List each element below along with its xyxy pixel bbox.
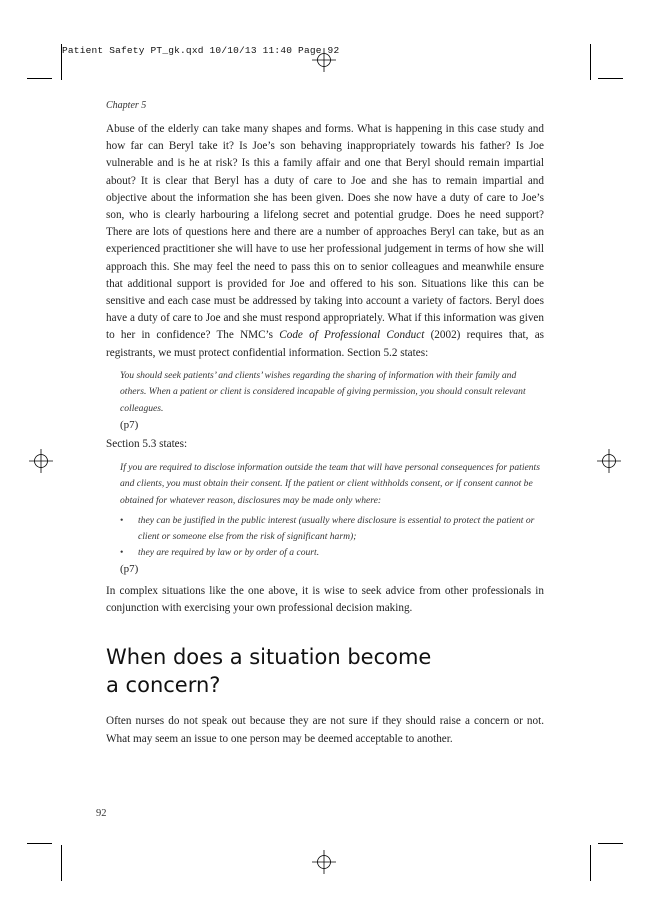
bullet-glyph: •	[120, 547, 124, 559]
paragraph-text: Abuse of the elderly can take many shapes and forms. What is happening in this case study and how far can Beryl take it? Is Joe’s son behaving inappropriately towards his father? Is Joe vulnerable and is he at risk? Is this a family affair and one that Beryl should remain impartial about? It is clear that Beryl has a duty of care to Joe and she has to remain impartial and objective about the information she has been given. Does she now have a duty of care to Joe’s son, who is clearly harbouring a lifelong secret and potential grudge. Does he need support? There are lots of questions here and there are a number of approaches Beryl can take, but as an experienced practitioner she will have to use her professional judgement in terms of how she will approach this. She may feel the need to pass this on to senior colleagues and meanwhile ensure that additional support is provided for Joe and offered to his son. Situations like this can be sensitive and each case must be addressed by taking into account a variety of factors. Beryl does have a duty of care to Joe and she must respond appropriately. What if this information was given to her in confidence? The NMC’s	[106, 123, 544, 342]
block-quote: If you are required to disclose information outside the team that will have personal consequences for patients and clients, you must obtain their consent. If the patient or client withholds consent, or if consent cannot be obtained for whatever reason, disclosures may be made only where:	[120, 461, 540, 506]
bullet-glyph: •	[120, 515, 124, 527]
chapter-label: Chapter 5	[106, 100, 147, 111]
body-paragraph: Section 5.3 states:	[106, 438, 188, 451]
crop-mark	[590, 44, 591, 80]
crop-mark	[598, 78, 623, 79]
list-item-text: they are required by law or by order of a court.	[138, 547, 320, 559]
registration-mark-icon	[597, 449, 621, 473]
list-item-text: they can be justified in the public interest (usually where disclosure is essential to protect the patient or client or someone else from the risk of significant harm);	[138, 515, 535, 543]
body-paragraph	[106, 121, 544, 362]
crop-mark	[598, 843, 623, 844]
body-paragraph: Often nurses do not speak out because they are not sure if they should raise a concern or not. What may seem an issue to one person may be deemed acceptable to another.	[106, 715, 544, 745]
crop-mark	[27, 843, 52, 844]
registration-mark-icon	[312, 850, 336, 874]
print-slug: Patient Safety PT_gk.qxd 10/10/13 11:40 Page 92	[62, 45, 340, 56]
list-item	[120, 513, 544, 545]
crop-mark	[27, 78, 52, 79]
quote-bullet-list	[120, 513, 544, 561]
registration-mark-icon	[29, 449, 53, 473]
quote-reference: (p7)	[120, 419, 139, 432]
quote-reference: (p7)	[120, 563, 139, 576]
citation-title: Code of Professional Conduct	[279, 329, 425, 342]
page-number: 92	[96, 808, 107, 819]
crop-mark	[590, 845, 591, 881]
paragraph-text: (2002) requires that, as registrants, we must protect confidential information. Section 5.2 states:	[106, 329, 545, 359]
block-quote: You should seek patients’ and clients’ wishes regarding the sharing of information with their family and others. When a patient or client is considered incapable of giving permission, you should consult relevant colleagues.	[120, 369, 526, 414]
crop-mark	[61, 44, 62, 80]
page-body	[106, 121, 544, 748]
registration-mark-icon	[312, 48, 336, 72]
list-item	[120, 545, 544, 561]
crop-mark	[61, 845, 62, 881]
section-heading: When does a situation become a concern?	[106, 645, 432, 698]
body-paragraph: In complex situations like the one above, it is wise to seek advice from other professionals in conjunction with exercising your own professional decision making.	[106, 585, 544, 615]
